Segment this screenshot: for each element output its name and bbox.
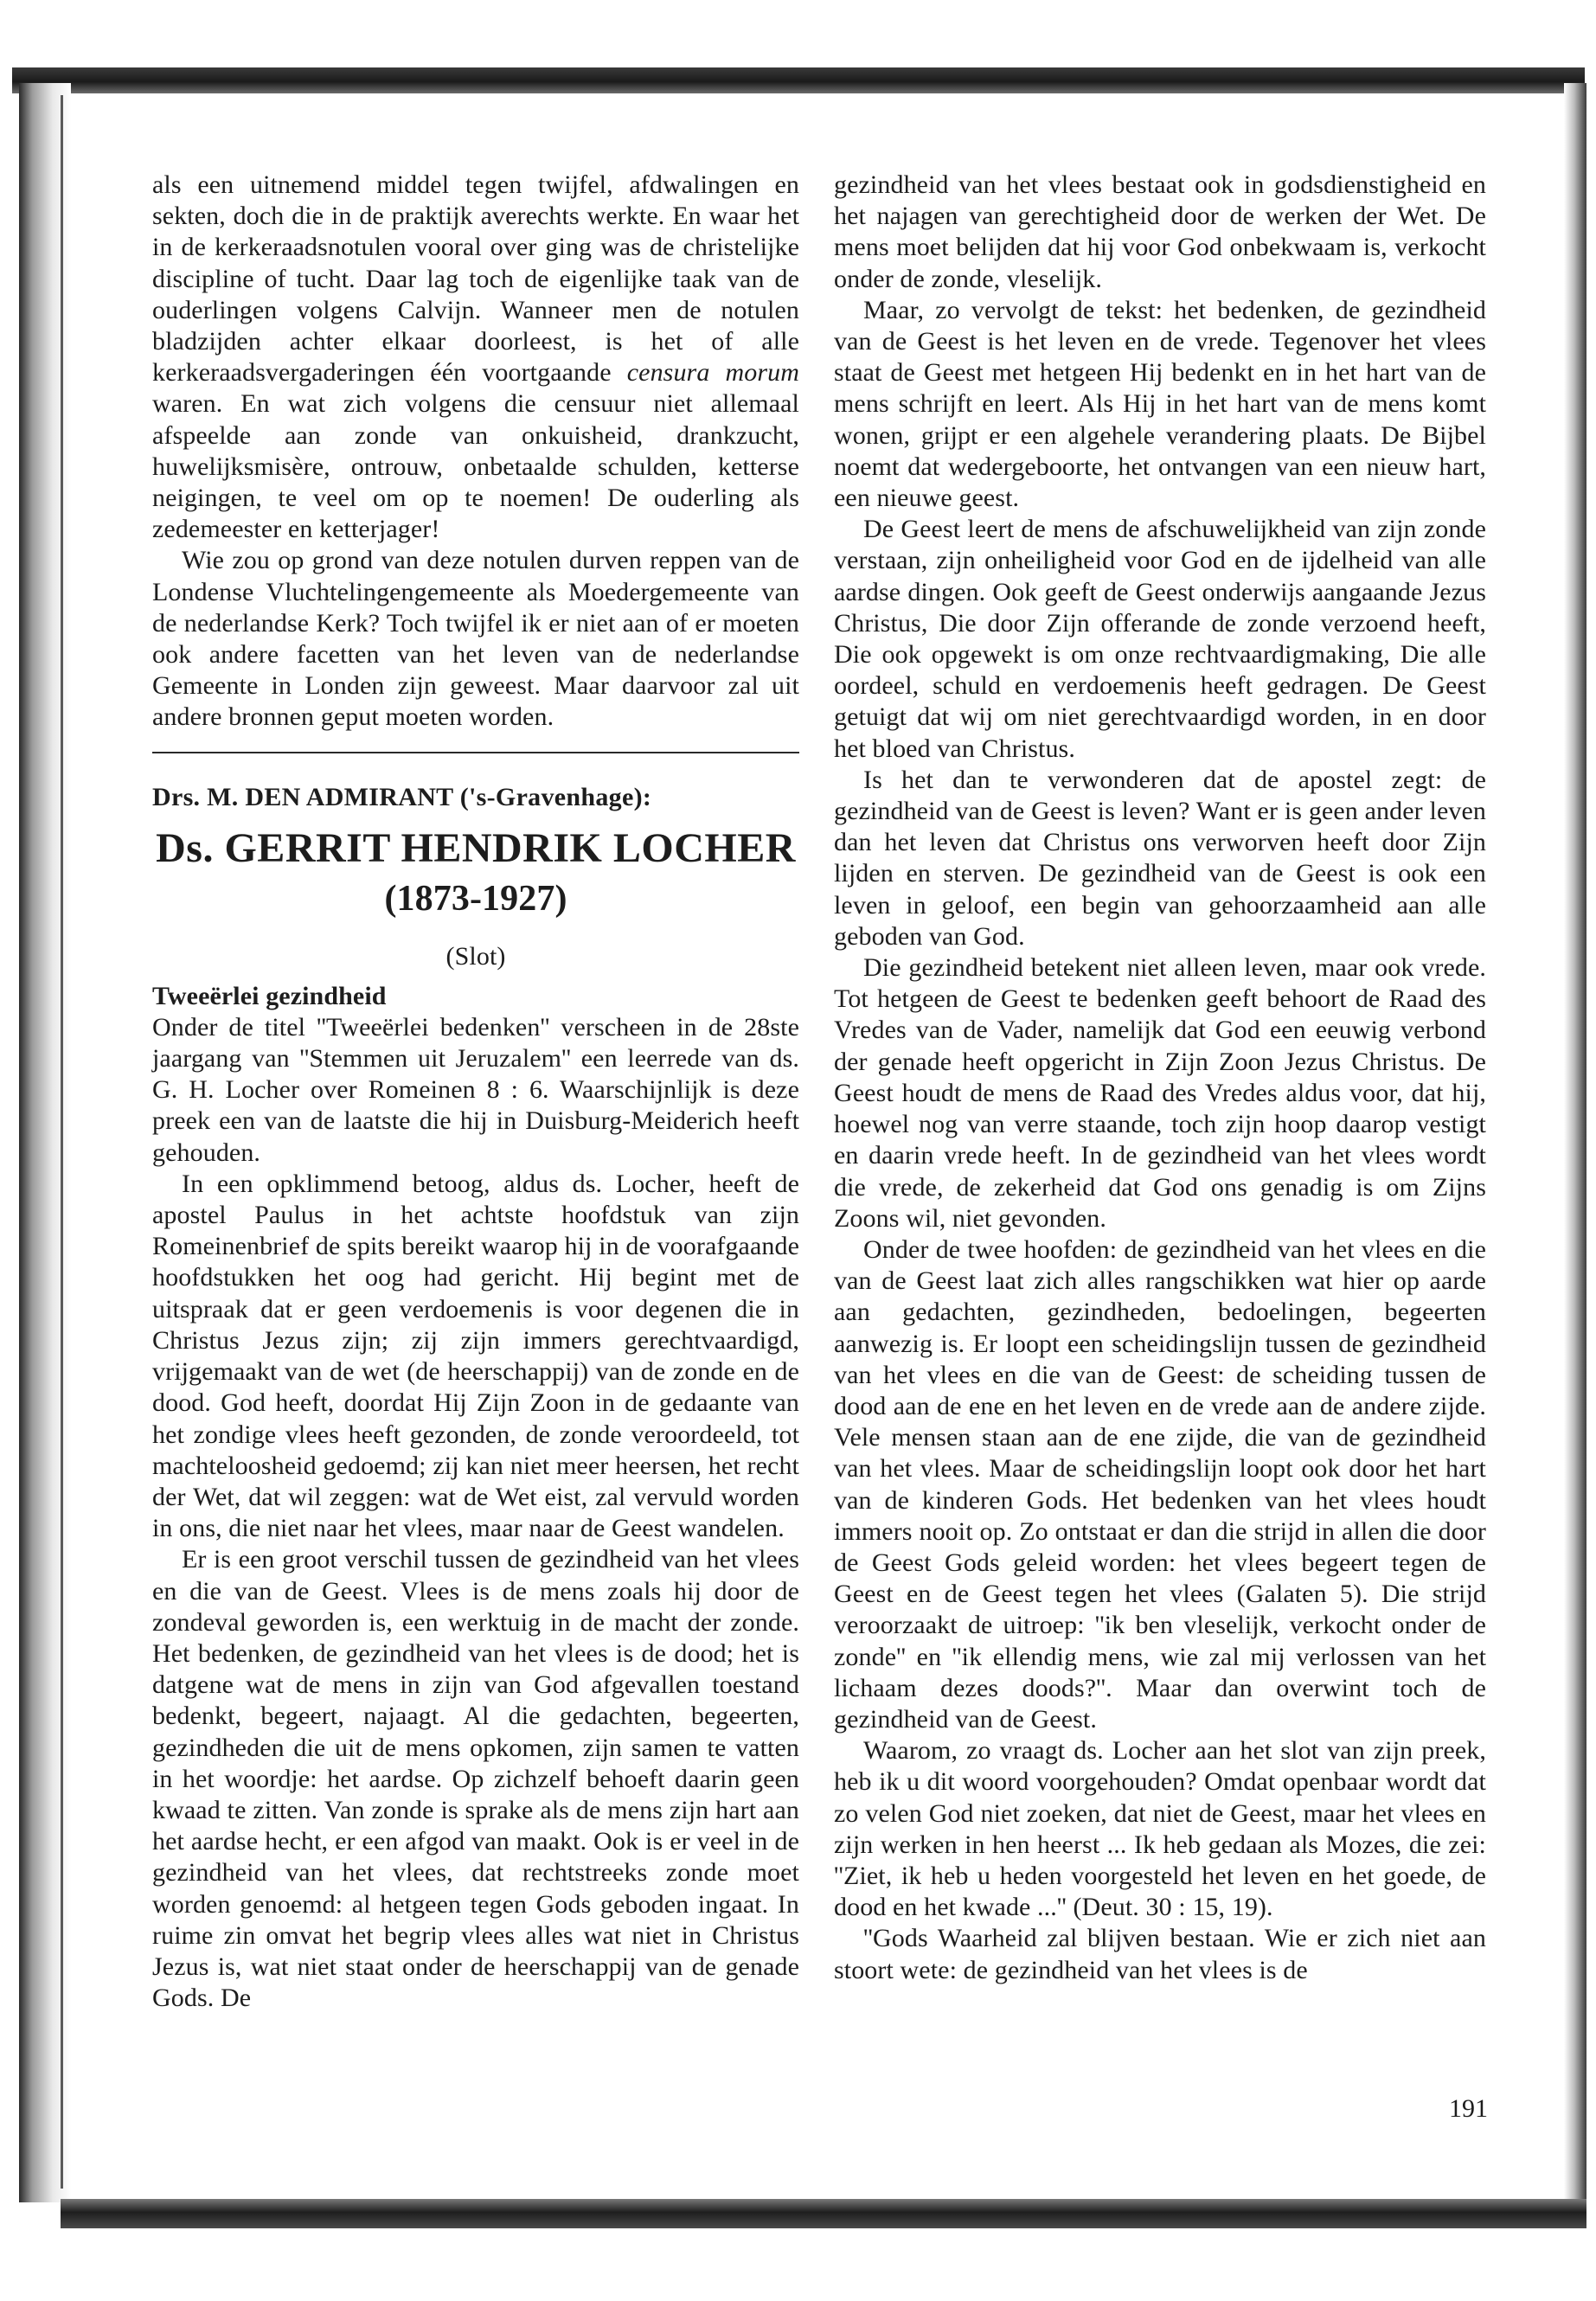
article-author: Drs. M. DEN ADMIRANT ('s-Gravenhage): — [152, 782, 652, 811]
page-number: 191 — [1449, 2094, 1488, 2123]
paragraph: gezindheid van het vlees bestaat ook in godsdienstigheid en het najagen van gerechtigheid door de werken der Wet. De mens moet belijden dat hij voor God onbekwaam is, verkocht onder de zonde, vleselijk. — [834, 170, 1486, 293]
left-column — [152, 170, 799, 2014]
intro-paragraph — [152, 170, 799, 545]
section-divider — [152, 752, 799, 753]
paragraph: Die gezindheid betekent niet alleen leven, maar ook vrede. Tot hetgeen de Geest te bedenken geeft behoort de Raad des Vredes van de Vader, namelijk dat God een eeuwig verbond der genade heeft opgericht in Zijn Zoon Jezus Christus. De Geest houdt de mens de Raad des Vredes aldus voor, dat hij, hoewel nog van verre staande, toch zijn hoop daarop vestigt en daarin vrede heeft. In de gezindheid van het vlees wordt die vrede, de zekerheid dat God ons genadig is om Zijns Zoons wil, niet gevonden. — [834, 953, 1486, 1233]
scan-border-bottom — [61, 2199, 1586, 2228]
paragraph: Onder de titel ''Tweeërlei bedenken'' verscheen in de 28ste jaargang van ''Stemmen uit Jeruzalem'' een leerrede van ds. G. H. Locher over Romeinen 8 : 6. Waarschijnlijk is deze preek een van de laatste die hij in Duisburg-Meiderich heeft gehouden. — [152, 1012, 799, 1167]
intro-emphasis: censura morum — [626, 358, 799, 388]
paragraph: Waarom, zo vraagt ds. Locher aan het slot van zijn preek, heb ik u dit woord voorgehouden? Omdat openbaar wordt dat zo velen God niet zoeken, dat niet de Geest, maar het vlees en zijn werken in hen heerst ... Ik heb gedaan als Mozes, die zei: ''Ziet, ik heb u heden voorgesteld het leven en het goede, de dood en het kwade ...'' (Deut. 30 : 15, 19). — [834, 1736, 1486, 1922]
intro-text: als een uitnemend middel tegen twijfel, afdwalingen en sekten, doch die in de praktijk averechts werkte. En waar het in de kerkeraadsnotulen vooral over ging was de christelijke discipline of tucht. Daar lag toch de eigenlijke taak van de ouderlingen volgens Calvijn. Wanneer men de notulen bladzijden achter elkaar doorleest, is het of alle kerkeraadsvergaderingen één voortgaande — [152, 170, 799, 388]
right-column — [834, 170, 1486, 1986]
section-subheading: Tweeërlei gezindheid — [152, 981, 387, 1010]
article-years: (1873-1927) — [384, 878, 567, 919]
scan-border-left — [19, 83, 71, 2202]
intro-text-end: waren. En wat zich volgens die censuur niet allemaal afspeelde aan zonde van onkuisheid, drankzucht, huwelijksmisère, ontrouw, onbetaalde schulden, ketterse neigingen, te veel om op te noemen! De ouderling als zedemeester en ketterjager! — [152, 389, 799, 544]
scan-border-top — [12, 67, 1585, 93]
paragraph: Wie zou op grond van deze notulen durven reppen van de Londense Vluchtelingengemeente als Moedergemeente van de nederlandse Kerk? Toch twijfel ik er niet aan of er moeten ook andere facetten van het leven van de nederlandse Gemeente in Londen zijn geweest. Maar daarvoor zal uit andere bronnen geput moeten worden. — [152, 546, 799, 732]
paragraph: Onder de twee hoofden: de gezindheid van het vlees en die van de Geest laat zich alles rangschikken wat hier op aarde aan gedachten, gezindheden, bedoelingen, begeerten aanwezig is. Er loopt een scheidingslijn tussen de gezindheid van het vlees en die van de Geest: de scheiding tussen de dood aan de ene en het leven en de vrede aan de andere zijde. Vele mensen staan aan de ene zijde, die van de gezindheid van het vlees. Maar de scheidingslijn loopt ook door het hart van de kinderen Gods. Het bedenken van het vlees houdt immers nooit op. Zo ontstaat er dan die strijd in allen die door de Geest Gods geleid worden: het vlees begeert tegen de Geest en de Geest tegen het vlees (Galaten 5). Die strijd veroorzaakt de uitroep: ''ik ben vleselijk, verkocht onder de zonde'' en ''ik ellendig mens, wie zal mij verlossen van het lichaam dezes doods?''. Maar dan overwint toch de gezindheid van de Geest. — [834, 1234, 1486, 1734]
paragraph: De Geest leert de mens de afschuwelijkheid van zijn zonde verstaan, zijn onheiligheid voor God en de ijdelheid van alle aardse dingen. Ook geeft de Geest onderwijs aangaande Jezus Christus, Die door Zijn offerande de zonde verzoend heeft, Die ook opgewekt is om onze rechtvaardigmaking, Die alle oordeel, schuld en verdoemenis heeft gedragen. De Geest getuigt dat wij om niet gerechtvaardigd worden, in en door het bloed van Christus. — [834, 515, 1486, 763]
book-spine-edge — [61, 95, 63, 2189]
paragraph: ''Gods Waarheid zal blijven bestaan. Wie er zich niet aan stoort wete: de gezindheid van het vlees is de — [834, 1924, 1486, 1984]
article-part-label: (Slot) — [445, 941, 506, 971]
paragraph: Er is een groot verschil tussen de gezindheid van het vlees en die van de Geest. Vlees is de mens zoals hij door de zondeval geworden is, een werktuig in de macht der zonde. Het bedenken, de gezindheid van het vlees is de dood; het is datgene wat de mens in zijn van God afgevallen toestand bedenkt, begeert, najaagt. Al die gedachten, begeerten, gezindheden die uit de mens opkomen, zijn samen te vatten in het woordje: het aardse. Op zichzelf behoeft daarin geen kwaad te zitten. Van zonde is sprake als de mens zijn hart aan het aardse hecht, er een afgod van maakt. Ook is er veel in de gezindheid van het vlees, dat rechtstreeks zonde moet worden genoemd: al hetgeen tegen Gods geboden ingaat. In ruime zin omvat het begrip vlees alles wat niet in Christus Jezus is, wat niet staat onder de heerschappij van de genade Gods. De — [152, 1545, 799, 2013]
paragraph: In een opklimmend betoog, aldus ds. Locher, heeft de apostel Paulus in het achtste hoofdstuk van zijn Romeinenbrief de spits bereikt waarop hij in de voorafgaande hoofdstukken het oog had gericht. Hij begint met de uitspraak dat er geen verdoemenis is voor degenen die in Christus Jezus zijn; zij zijn immers gerechtvaardigd, vrijgemaakt van de wet (de heerschappij) van de zonde en de dood. God heeft, doordat Hij Zijn Zoon in de gedaante van het zondige vlees heeft gezonden, de zonde veroordeeld, tot machteloosheid gedoemd; zij kan niet meer heersen, het recht der Wet, dat wil zeggen: wat de Wet eist, zal vervuld worden in ons, die niet naar het vlees, maar naar de Geest wandelen. — [152, 1169, 799, 1543]
article-title: Ds. GERRIT HENDRIK LOCHER — [156, 824, 796, 871]
scan-border-right — [1564, 83, 1586, 2220]
paragraph: Maar, zo vervolgt de tekst: het bedenken, de gezindheid van de Geest is het leven en de vrede. Tegenover het vlees staat de Geest met hetgeen Hij bedenkt en in het hart van de mens schrijft en leert. Als Hij in het hart van de mens komt wonen, grijpt er een algehele verandering plaats. De Bijbel noemt dat wedergeboorte, het ontvangen van een nieuw hart, een nieuwe geest. — [834, 295, 1486, 513]
paragraph: Is het dan te verwonderen dat de apostel zegt: de gezindheid van de Geest is leven? Want er is geen ander leven dan het leven dat Christus ons verworven heeft door Zijn lijden en sterven. De gezindheid van de Geest is ook een leven in geloof, een begin van gehoorzaamheid aan alle geboden van God. — [834, 765, 1486, 951]
